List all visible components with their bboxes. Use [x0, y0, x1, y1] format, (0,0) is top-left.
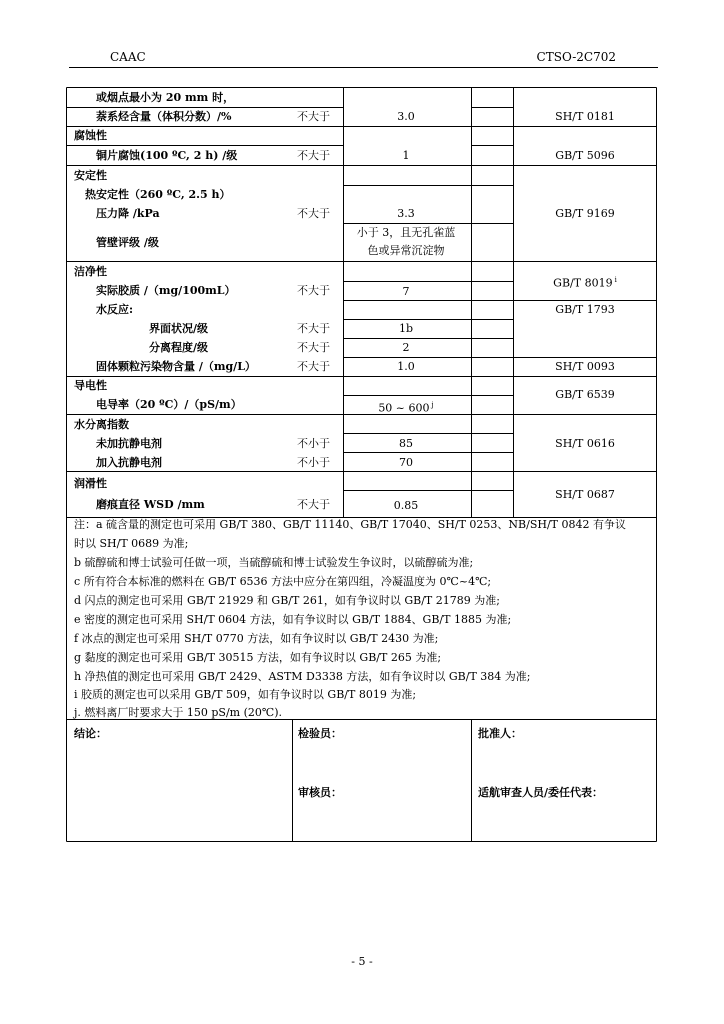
section-conductivity: 导电性 — [74, 379, 107, 392]
limit-with-antistatic: 不小于 — [297, 456, 330, 469]
label-naphthalenes: 萘系烃含量（体积分数）/% — [96, 110, 232, 123]
value-particulate: 1.0 — [397, 360, 415, 373]
conclusion-label: 结论： — [74, 727, 107, 740]
section-stability: 安定性 — [74, 169, 107, 182]
header-org: CAAC — [110, 50, 146, 64]
header-rule — [69, 67, 658, 68]
value-copper-corrosion: 1 — [402, 149, 410, 162]
label-thermal-stability: 热安定性（260 ºC, 2.5 h） — [85, 188, 231, 201]
note-e: e 密度的测定也可采用 SH/T 0604 方法，如有争议时以 GB/T 1884、GB/T 1885 为准; — [74, 613, 512, 626]
label-with-antistatic: 加入抗静电剂 — [96, 456, 162, 469]
std-water-separation: SH/T 0616 — [555, 437, 615, 450]
header-doc-number: CTSO-2C702 — [536, 50, 616, 64]
value-with-antistatic: 70 — [399, 456, 413, 469]
note-b: b 硫醇硫和博士试验可任做一项，当硫醇硫和博士试验发生争议时，以硫醇硫为准; — [74, 556, 474, 569]
std-thermal-stability: GB/T 9169 — [555, 207, 615, 220]
note-i: i 胶质的测定也可以采用 GB/T 509，如有争议时以 GB/T 8019 为准; — [74, 688, 417, 701]
label-smoke-point-note: 或烟点最小为 20 mm 时， — [96, 91, 235, 104]
value-existent-gum: 7 — [402, 285, 410, 298]
value-interface-condition: 1b — [398, 322, 414, 335]
value-wsd: 0.85 — [393, 499, 419, 512]
label-without-antistatic: 未加抗静电剂 — [96, 437, 162, 450]
label-particulate: 固体颗粒污染物含量 /（mg/L） — [96, 360, 256, 373]
label-separation-rating: 分离程度/级 — [149, 341, 209, 354]
section-cleanliness: 洁净性 — [74, 265, 107, 278]
note-c: c 所有符合本标准的燃料在 GB/T 6536 方法中应分在第四组，冷凝温度为 0℃~4℃; — [74, 575, 492, 588]
label-existent-gum: 实际胶质 /（mg/100mL） — [96, 284, 236, 297]
section-lubricity: 润滑性 — [74, 477, 107, 490]
limit-pressure-drop: 不大于 — [297, 207, 330, 220]
value-tube-rating-line2: 色或异常沉淀物 — [367, 244, 445, 257]
approver-label: 批准人： — [478, 727, 522, 740]
limit-copper-corrosion: 不大于 — [297, 149, 330, 162]
value-separation-rating: 2 — [402, 341, 410, 354]
limit-naphthalenes: 不大于 — [297, 110, 330, 123]
label-pressure-drop: 压力降 /kPa — [96, 207, 160, 220]
std-lubricity: SH/T 0687 — [555, 488, 615, 501]
airworthiness-label: 适航审查人员/委任代表： — [478, 786, 604, 799]
value-conductivity: 50 ~ 600 $^j$ — [378, 401, 434, 415]
inspector-label: 检验员： — [298, 727, 342, 740]
limit-particulate: 不大于 — [297, 360, 330, 373]
note-f: f 冰点的测定也可采用 SH/T 0770 方法，如有争议时以 GB/T 2430 为准; — [74, 632, 439, 645]
reviewer-label: 审核员： — [298, 786, 342, 799]
footnote-ref-i: i — [614, 276, 617, 284]
label-tube-rating: 管壁评级 /级 — [96, 236, 159, 249]
std-particulate: SH/T 0093 — [555, 360, 615, 373]
section-corrosion: 腐蚀性 — [74, 129, 107, 142]
label-copper-corrosion: 铜片腐蚀(100 ºC, 2 h) /级 — [96, 149, 238, 162]
page-number: - 5 - — [351, 955, 373, 968]
note-j: j. 燃料离厂时要求大于 150 pS/m (20℃). — [74, 706, 282, 719]
std-conductivity: GB/T 6539 — [555, 388, 615, 401]
note-g: g 黏度的测定也可采用 GB/T 30515 方法，如有争议时以 GB/T 265 为准; — [74, 651, 442, 664]
note-a: 注：a 硫含量的测定也可采用 GB/T 380、GB/T 11140、GB/T 17040、SH/T 0253、NB/SH/T 0842 有争议 — [74, 518, 626, 531]
section-water-separation: 水分离指数 — [74, 418, 129, 431]
limit-separation-rating: 不大于 — [297, 341, 330, 354]
value-pressure-drop: 3.3 — [397, 207, 415, 220]
std-copper-corrosion: GB/T 5096 — [555, 149, 615, 162]
limit-interface-condition: 不大于 — [297, 322, 330, 335]
std-water-reaction: GB/T 1793 — [555, 303, 615, 316]
label-water-reaction: 水反应: — [96, 303, 134, 316]
std-existent-gum: GB/T 8019 $^i$ — [553, 276, 617, 290]
value-tube-rating-line1: 小于 3，且无孔雀蓝 — [356, 226, 456, 239]
note-h: h 净热值的测定也可采用 GB/T 2429、ASTM D3338 方法，如有争议时以 GB/T 384 为准; — [74, 670, 531, 683]
label-wsd: 磨痕直径 WSD /mm — [96, 498, 205, 511]
note-a-cont: 时以 SH/T 0689 为准; — [74, 537, 189, 550]
std-naphthalenes: SH/T 0181 — [555, 110, 615, 123]
value-without-antistatic: 85 — [399, 437, 413, 450]
label-interface-condition: 界面状况/级 — [149, 322, 209, 335]
note-d: d 闪点的测定也可采用 GB/T 21929 和 GB/T 261，如有争议时以 GB/T 21789 为准; — [74, 594, 500, 607]
label-conductivity: 电导率（20 ºC）/（pS/m） — [96, 398, 242, 411]
limit-wsd: 不大于 — [297, 498, 330, 511]
limit-existent-gum: 不大于 — [297, 284, 330, 297]
footnote-ref-j: j — [431, 401, 434, 409]
limit-without-antistatic: 不小于 — [297, 437, 330, 450]
value-naphthalenes: 3.0 — [397, 110, 415, 123]
